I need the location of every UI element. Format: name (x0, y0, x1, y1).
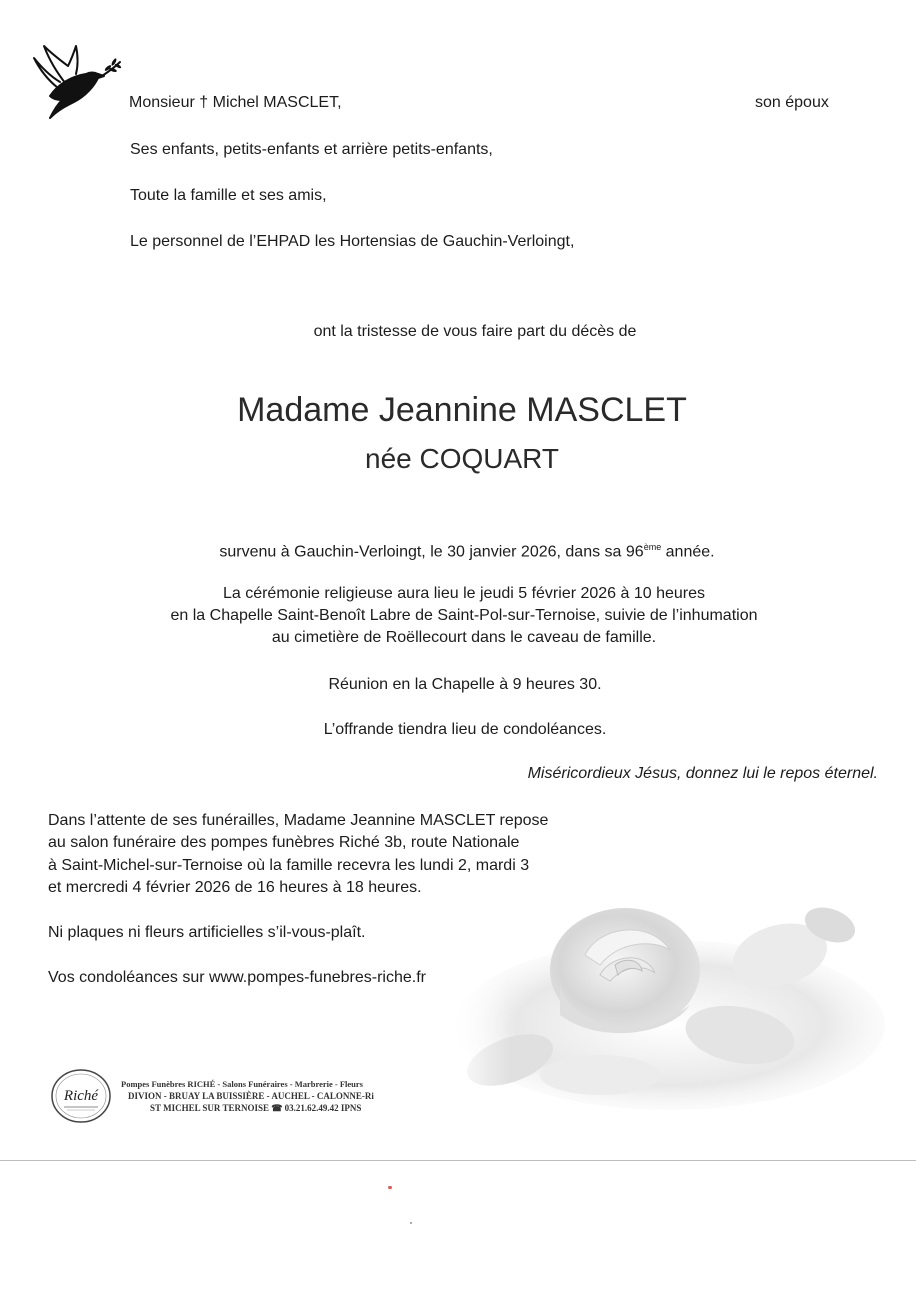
logo-text: Riché (63, 1088, 99, 1104)
page-edge-line (0, 1160, 916, 1161)
death-details (0, 537, 916, 562)
footer-line-1: Pompes Funèbres RICHÉ - Salons Funéraires - Marbrerie - Fleurs (121, 1079, 363, 1089)
husband-line (129, 93, 342, 113)
deceased-name: Madame Jeannine MASCLET (237, 391, 687, 429)
condolences-link-text: Vos condoléances sur www.pompes-funebres-riche.fr (48, 969, 426, 986)
ceremony-line-2: en la Chapelle Saint-Benoît Labre de Saint-Pol-sur-Ternoise, suivie de l’inhumation (170, 607, 758, 624)
maiden-name: née COQUART (365, 443, 559, 474)
footer-line-2: DIVION - BRUAY LA BUISSIÈRE - AUCHEL - CALONNE-Ri (128, 1091, 374, 1101)
family-line-3: Le personnel de l’EHPAD les Hortensias de Gauchin-Verloingt, (130, 233, 575, 250)
visitation-line-2: au salon funéraire des pompes funèbres Riché 3b, route Nationale (48, 834, 520, 851)
footer-line-3: ST MICHEL SUR TERNOISE ☎ 03.21.62.49.42 IPNS (150, 1103, 362, 1113)
scan-speck (388, 1186, 392, 1189)
husband-prefix: Monsieur (129, 94, 195, 111)
meeting-info: Réunion en la Chapelle à 9 heures 30. (328, 676, 602, 693)
husband-name: Michel MASCLET, (212, 94, 342, 111)
announcement-intro: ont la tristesse de vous faire part du décès de (313, 323, 637, 340)
death-text: survenu à Gauchin-Verloingt, le 30 janvier 2026, dans sa 96 (219, 543, 644, 561)
prayer-line: Miséricordieux Jésus, donnez lui le repos éternel. (527, 765, 878, 782)
family-line-1: Ses enfants, petits-enfants et arrière petits-enfants, (130, 141, 493, 158)
rose-image (450, 885, 890, 1115)
family-line-2: Toute la famille et ses amis, (130, 187, 327, 204)
death-sup: ème (643, 542, 662, 552)
no-flowers-note: Ni plaques ni fleurs artificielles s’il-vous-plaît. (48, 924, 366, 941)
visitation-line-3: à Saint-Michel-sur-Ternoise où la famille recevra les lundi 2, mardi 3 (48, 857, 530, 874)
cross-symbol: † (199, 94, 209, 111)
riche-logo (50, 1068, 112, 1124)
visitation-line-4: et mercredi 4 février 2026 de 16 heures à 18 heures. (48, 879, 422, 896)
death-text-end: année. (661, 543, 715, 561)
offering-info: L’offrande tiendra lieu de condoléances. (323, 721, 607, 738)
visitation-line-1: Dans l’attente de ses funérailles, Madame Jeannine MASCLET repose (48, 812, 549, 829)
ceremony-line-1: La cérémonie religieuse aura lieu le jeudi 5 février 2026 à 10 heures (222, 585, 706, 602)
scan-speck-2 (410, 1222, 412, 1224)
ceremony-line-3: au cimetière de Roëllecourt dans le caveau de famille. (271, 629, 657, 646)
dove-icon (28, 40, 123, 122)
husband-relation: son époux (755, 94, 829, 111)
